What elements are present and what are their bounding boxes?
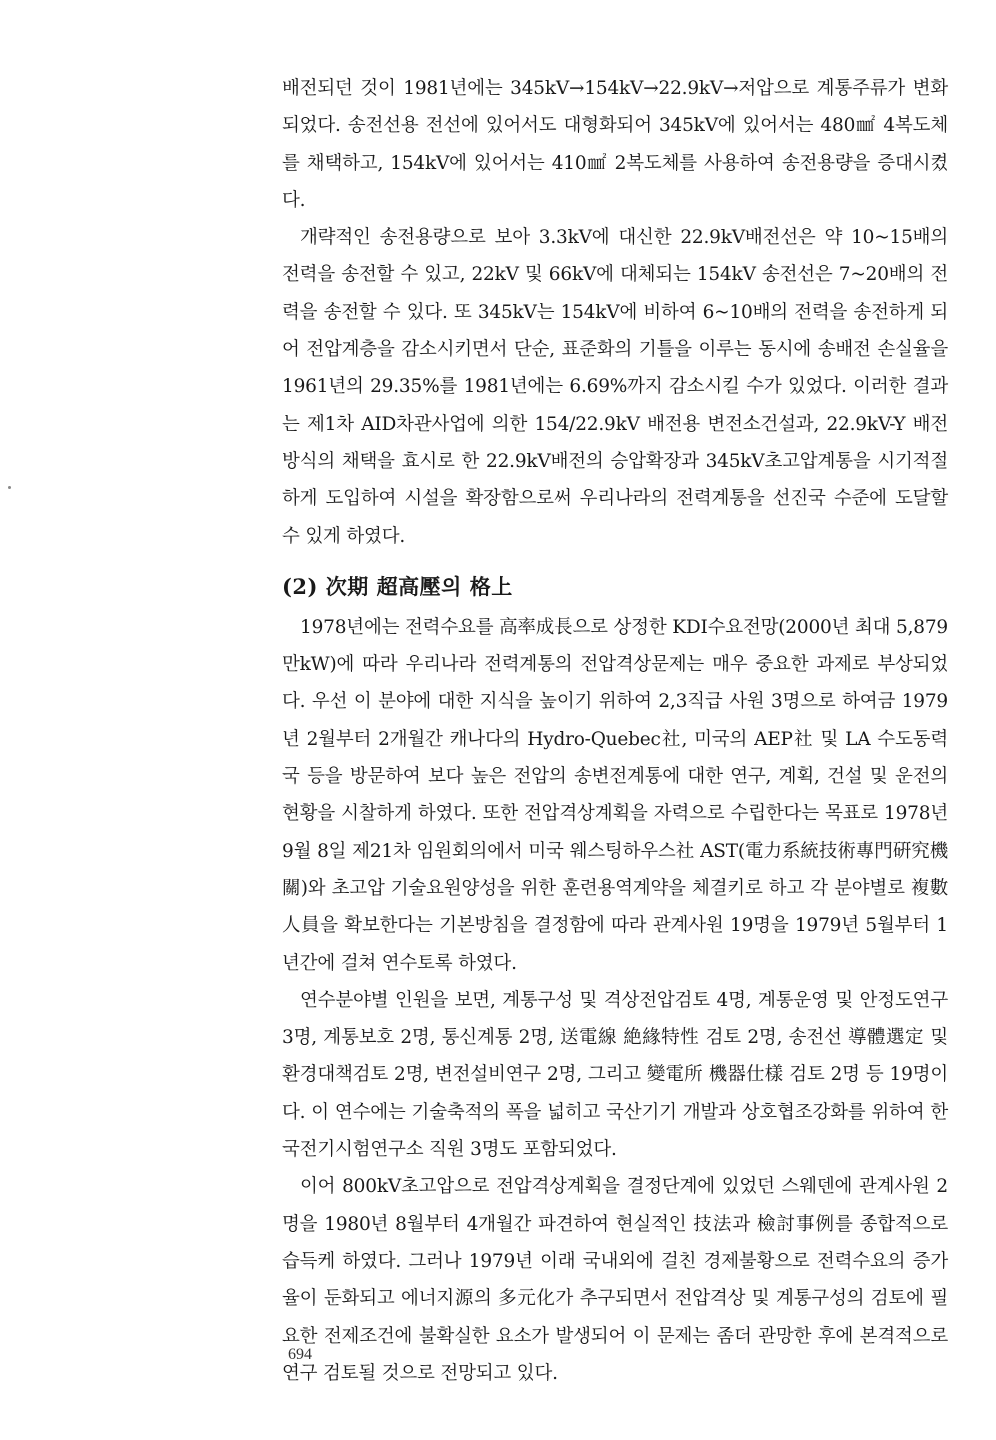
section-heading: (2) 次期 超高壓의 格上: [282, 573, 513, 599]
intro-paragraph-2: 개략적인 송전용량으로 보아 3.3kV에 대신한 22.9kV배전선은 약 10~15배의 전력을 송전할 수 있고, 22kV 및 66kV에 대체되는 154kV 송전선은 7~20배의 전력을 송전할 수 있다. 또 345kV는 154kV에 비하여 6~10배의 전력을 송전하게 되어 전압계층을 감소시키면서 단순, 표준화의 기틀을 이루는 동시에 송배전 손실율을 1961년의 29.35%를 1981년에는 6.69%까지 감소시킬 수가 있었다. 이러한 결과는 제1차 AID차관사업에 의한 154/22.9kV 배전용 변전소건설과, 22.9kV-Y 배전방식의 채택을 효시로 한 22.9kV배전의 승압확장과 345kV초고압계통을 시기적절하게 도입하여 시설을 확장함으로써 우리나라의 전력계통을 선진국 수준에 도달할 수 있게 하였다.: [282, 227, 948, 547]
intro-paragraph-1: 배전되던 것이 1981년에는 345kV→154kV→22.9kV→저압으로 계통주류가 변화되었다. 송전선용 전선에 있어서도 대형화되어 345kV에 있어서는 480㎟ 4복도체를 채택하고, 154kV에 있어서는 410㎟ 2복도체를 사용하여 송전용량을 증대시켰다.: [282, 78, 948, 211]
section-paragraph-2: 연수분야별 인원을 보면, 계통구성 및 격상전압검토 4명, 계통운영 및 안정도연구 3명, 계통보호 2명, 통신계통 2명, 送電線 絶緣特性 검토 2명, 송전선 導體選定 및 환경대책검토 2명, 변전설비연구 2명, 그리고 變電所 機器仕樣 검토 2명 등 19명이다. 이 연수에는 기술축적의 폭을 넓히고 국산기기 개발과 상호협조강화를 위하여 한국전기시험연구소 직원 3명도 포함되었다.: [282, 989, 948, 1161]
page-body: [282, 70, 948, 1392]
section-paragraph-1: 1978년에는 전력수요를 高率成長으로 상정한 KDI수요전망(2000년 최대 5,879만kW)에 따라 우리나라 전력계통의 전압격상문제는 매우 중요한 과제로 부상되었다. 우선 이 분야에 대한 지식을 높이기 위하여 2,3직급 사원 3명으로 하여금 1979년 2월부터 2개월간 캐나다의 Hydro-Quebec社, 미국의 AEP社 및 LA 수도동력국 등을 방문하여 보다 높은 전압의 송변전계통에 대한 연구, 계획, 건설 및 운전의 현황을 시찰하게 하였다. 또한 전압격상계획을 자력으로 수립한다는 목표로 1978년 9월 8일 제21차 임원회의에서 미국 웨스팅하우스社 AST(電力系統技術專門硏究機關)와 초고압 기술요원양성을 위한 훈련용역계약을 체결키로 하고 각 분야별로 複數人員을 확보한다는 기본방침을 결정함에 따라 관계사원 19명을 1979년 5월부터 1년간에 걸쳐 연수토록 하였다.: [282, 616, 948, 974]
section-paragraph-3: 이어 800kV초고압으로 전압격상계획을 결정단계에 있었던 스웨덴에 관계사원 2명을 1980년 8월부터 4개월간 파견하여 현실적인 技法과 檢討事例를 종합적으로 습득케 하였다. 그러나 1979년 이래 국내외에 걸친 경제불황으로 전력수요의 증가율이 둔화되고 에너지源의 多元化가 추구되면서 전압격상 및 계통구성의 검토에 필요한 전제조건에 불확실한 요소가 발생되어 이 문제는 좀더 관망한 후에 본격적으로 연구 검토될 것으로 전망되고 있다.: [282, 1176, 948, 1384]
scan-speck: [8, 486, 11, 489]
page-number: 694: [288, 1346, 312, 1363]
